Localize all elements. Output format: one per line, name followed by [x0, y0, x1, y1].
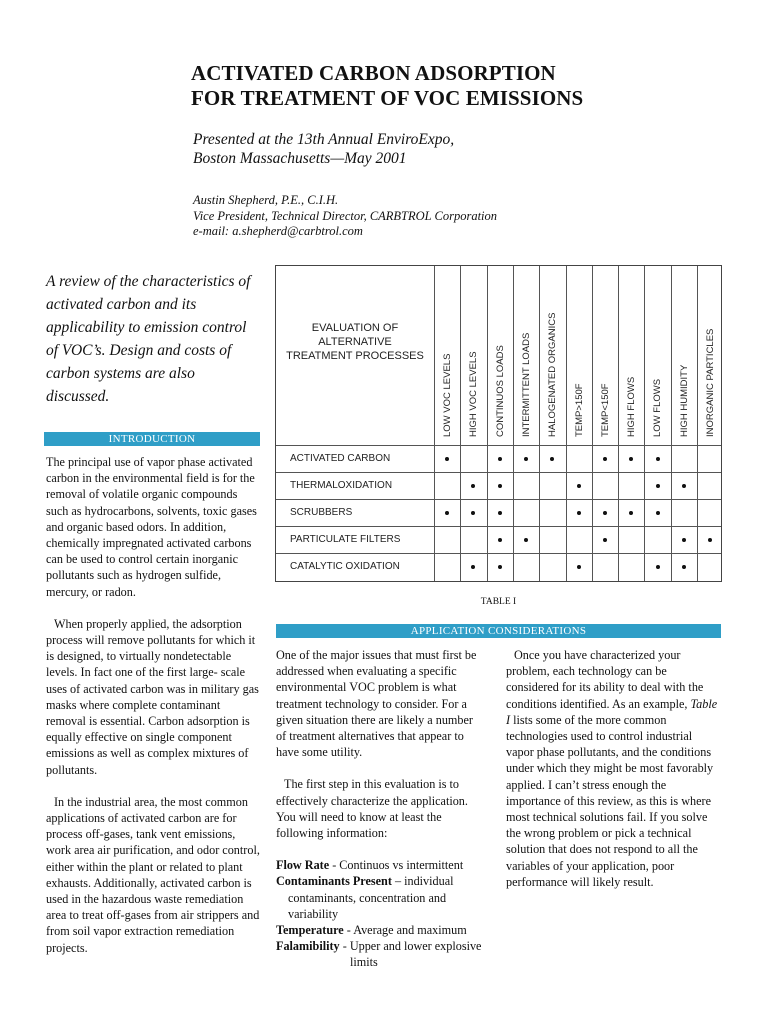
table-check-dot [629, 511, 633, 515]
list-separator: - [343, 923, 354, 938]
table-row-divider [276, 445, 721, 446]
intro-paragraph-3: In the industrial area, the most common applications of activated carbon are for process off-gases, tank vent emissions, work area air purification, and odor control, either within the plant or related to plant exhausts. Additionally, activated carbon is used in the hazardous waste remediation area to treat off-gases from air strippers and from soil vapor extraction remediation projects. [46, 794, 260, 955]
presented-line-1: Presented at the 13th Annual EnviroExpo, [193, 131, 455, 148]
table-check-dot [524, 538, 528, 542]
table-column-header [434, 266, 460, 445]
list-desc: Continuos vs intermittent [339, 858, 464, 873]
table-check-dot [577, 484, 581, 488]
table-column-header [539, 266, 565, 445]
table-check-dot [498, 511, 502, 515]
list-item [276, 922, 483, 938]
table-row-label: SCRUBBERS [290, 507, 353, 518]
column-header-label: HIGH VOC LEVELS [468, 351, 480, 437]
table-check-dot [498, 565, 502, 569]
author-block [193, 193, 497, 240]
list-separator: – [391, 874, 405, 889]
table-title [276, 321, 434, 363]
table-check-dot [682, 538, 686, 542]
table-row-divider [276, 526, 721, 527]
author-role: Vice President, Technical Director, CARBTROL Corporation [193, 208, 498, 223]
author-email: e-mail: a.shepherd@carbtrol.com [193, 224, 363, 238]
section-heading-introduction: INTRODUCTION [44, 432, 260, 446]
title-line-1: ACTIVATED CARBON ADSORPTION [191, 61, 556, 85]
application-column-2 [506, 647, 718, 890]
section-heading-application: APPLICATION CONSIDERATIONS [276, 624, 721, 638]
table-check-dot [603, 457, 607, 461]
summary: A review of the characteristics of activated carbon and its applicability to emission control of VOC’s. Design and costs of carbon systems are also discussed. [46, 273, 251, 405]
document-title [191, 61, 711, 111]
table-check-dot [682, 484, 686, 488]
table-check-dot [603, 511, 607, 515]
table-title-line-2: ALTERNATIVE [318, 336, 392, 348]
table-row-divider [276, 553, 721, 554]
column-header-label: INTERMITTENT LOADS [520, 332, 532, 437]
table-check-dot [498, 538, 502, 542]
column-header-label: INORGANIC PARTICLES [705, 328, 716, 437]
list-desc: Average and maximum [353, 923, 467, 938]
table-row-divider [276, 499, 721, 500]
table-row-divider [276, 472, 721, 473]
presented-at [193, 130, 454, 168]
author-name: Austin Shepherd, P.E., C.I.H. [193, 193, 339, 207]
table-column-header [671, 266, 697, 445]
table-check-dot [498, 484, 502, 488]
application-column-1 [276, 647, 483, 971]
table-row-label: ACTIVATED CARBON [290, 453, 391, 464]
table-column-header [566, 266, 592, 445]
table-row-label: THERMALOXIDATION [290, 480, 393, 491]
table-column-header [697, 266, 723, 445]
app-p3-end: lists some of the more common technologies used to control industrial vapor phase pollutants, and the conditions under which they might be most favorably applied. I can’t stress enough the importance of this review, as this is where most technical solutions fail. If you solve the wrong problem or pick a technical solution that does not respond to all the variables of your application, poor performance will likely result. [506, 712, 714, 889]
table-check-dot [656, 511, 660, 515]
intro-paragraph-1: The principal use of vapor phase activated carbon in the environmental field is for the removal of volatile organic compounds such as hydrocarbons, solvents, toxic gases and organic based odors. In addition, chemically impregnated activated carbons can be used to control certain inorganic pollutants such as hydrogen sulfide, mercury, or radon. [46, 455, 257, 599]
table-check-dot [471, 484, 475, 488]
table-reference: Table I [506, 696, 718, 727]
app-paragraph-3 [506, 647, 718, 890]
list-separator: - [329, 858, 340, 873]
list-item [276, 938, 483, 970]
table-check-dot [629, 457, 633, 461]
table-column-header [644, 266, 670, 445]
intro-column [46, 454, 261, 956]
table-check-dot [656, 457, 660, 461]
app-paragraph-1: One of the major issues that must first be addressed when evaluating a specific environmental VOC problem is what treatment technology to consider. For a given situation there are likely a number of treatment alternatives that appear to have some utility. [276, 648, 477, 760]
table-title-line-3: TREATMENT PROCESSES [286, 350, 424, 362]
presented-line-2: Boston Massachusetts—May 2001 [193, 150, 407, 167]
table-check-dot [577, 565, 581, 569]
info-list [276, 857, 483, 970]
table-check-dot [445, 511, 449, 515]
table-row-label: PARTICULATE FILTERS [290, 534, 401, 545]
list-desc: Upper and lower explosive limits [349, 939, 482, 970]
list-term: Contaminants Present [276, 874, 392, 889]
column-header-label: TEMP>150F [573, 383, 585, 437]
app-p3-start: Once you have characterized your problem, each technology can be considered for its ability to deal with the conditions identified. As an example, [506, 648, 704, 711]
table-column-header [460, 266, 486, 445]
table-check-dot [656, 484, 660, 488]
table-check-dot [550, 457, 554, 461]
app-paragraph-2: The first step in this evaluation is to effectively characterize the application. You will need to know at least the following information: [276, 777, 468, 841]
column-header-label: HIGH HUMIDITY [678, 364, 690, 437]
table-check-dot [682, 565, 686, 569]
list-item [276, 873, 483, 922]
list-desc: individual contaminants, concentration and variability [288, 874, 454, 921]
list-term: Falamibility [276, 939, 340, 954]
table-check-dot [498, 457, 502, 461]
list-item [276, 857, 483, 873]
column-header-label: LOW VOC LEVELS [442, 353, 453, 437]
list-separator: - [339, 939, 350, 954]
column-header-label: CONTINUOS LOADS [494, 345, 506, 437]
table-check-dot [445, 457, 449, 461]
column-header-label: HALOGENATED ORGANICS [547, 312, 559, 437]
intro-paragraph-2: When properly applied, the adsorption process will remove pollutants for which it is designed, to virtually nondetectable levels. In fact one of the first large- scale uses of activated carbon was in military gas masks where complete contaminant removal is essential. Carbon adsorption is equally effective on single component emissions as well as complex mixtures of pollutants. [46, 616, 259, 777]
list-term: Temperature [276, 923, 344, 938]
table-title-line-1: EVALUATION OF [311, 322, 399, 334]
column-header-label: LOW FLOWS [652, 378, 664, 437]
table-check-dot [471, 565, 475, 569]
list-term: Flow Rate [276, 858, 330, 873]
table-column-header [513, 266, 539, 445]
table-check-dot [603, 538, 607, 542]
column-header-label: HIGH FLOWS [626, 376, 638, 437]
table-check-dot [524, 457, 528, 461]
evaluation-table [275, 265, 722, 582]
title-line-2: FOR TREATMENT OF VOC EMISSIONS [191, 86, 584, 110]
table-column-header [618, 266, 644, 445]
table-column-header [592, 266, 618, 445]
table-check-dot [656, 565, 660, 569]
column-header-label: TEMP<150F [599, 383, 611, 437]
table-row-label: CATALYTIC OXIDATION [290, 561, 400, 572]
table-column-header [487, 266, 513, 445]
table-check-dot [708, 538, 712, 542]
table-caption: TABLE I [480, 597, 517, 607]
table-check-dot [471, 511, 475, 515]
table-check-dot [577, 511, 581, 515]
